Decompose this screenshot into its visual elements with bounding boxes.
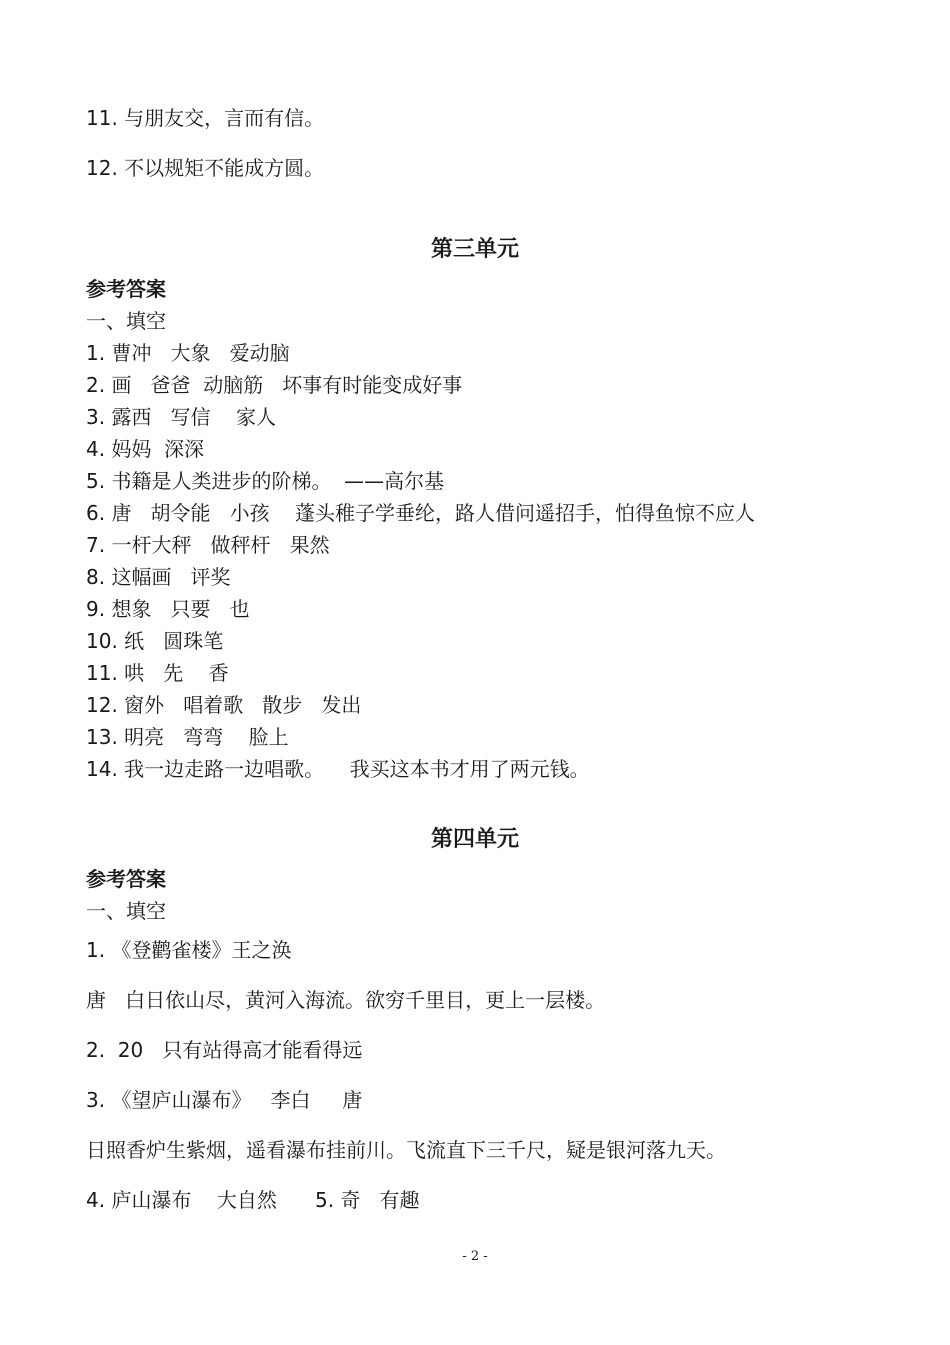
- answer-line: 12. 窗外 唱着歌 散步 发出: [86, 693, 362, 717]
- answer-line: 4. 妈妈 深深: [86, 437, 205, 461]
- answer-line: 13. 明亮 弯弯 脸上: [86, 725, 289, 749]
- answer-line: 6. 唐 胡令能 小孩 蓬头稚子学垂纶，路人借问遥招手，怕得鱼惊不应人: [86, 501, 756, 525]
- unit-3-heading: 第三单元: [430, 236, 519, 262]
- page-number: - 2 -: [462, 1249, 488, 1264]
- answer-line: 日照香炉生紫烟，遥看瀑布挂前川。飞流直下三千尺，疑是银河落九天。: [86, 1138, 726, 1162]
- answer-line: 5. 书籍是人类进步的阶梯。 ——高尔基: [86, 469, 445, 493]
- answer-line: 3. 《望庐山瀑布》 李白 唐: [86, 1088, 363, 1112]
- answer-line: 2. 20 只有站得高才能看得远: [86, 1038, 363, 1062]
- unit-4-heading: 第四单元: [430, 826, 519, 852]
- answer-line: 3. 露西 写信 家人: [86, 405, 276, 429]
- answer-line: 唐 白日依山尽，黄河入海流。欲穷千里目，更上一层楼。: [86, 988, 606, 1012]
- unit-4-section: 一、填空: [86, 899, 166, 923]
- answer-line: 9. 想象 只要 也: [86, 597, 250, 621]
- answer-line: 11. 哄 先 香: [86, 661, 229, 685]
- unit-4-subtitle: 参考答案: [86, 867, 166, 891]
- unit-3-section: 一、填空: [86, 309, 166, 333]
- answer-line: 4. 庐山瀑布 大自然 5. 奇 有趣: [86, 1188, 420, 1212]
- answer-line: 14. 我一边走路一边唱歌。 我买这本书才用了两元钱。: [86, 757, 590, 781]
- list-item: 11. 与朋友交，言而有信。: [86, 106, 325, 130]
- answer-line: 1. 《登鹳雀楼》王之涣: [86, 938, 292, 962]
- answer-line: 2. 画 爸爸 动脑筋 坏事有时能变成好事: [86, 373, 463, 397]
- answer-line: 10. 纸 圆珠笔: [86, 629, 224, 653]
- answer-line: 1. 曹冲 大象 爱动脑: [86, 341, 290, 365]
- answer-line: 7. 一杆大秤 做秤杆 果然: [86, 533, 330, 557]
- unit-3-subtitle: 参考答案: [86, 277, 166, 301]
- answer-line: 8. 这幅画 评奖: [86, 565, 231, 589]
- list-item: 12. 不以规矩不能成方圆。: [86, 156, 325, 180]
